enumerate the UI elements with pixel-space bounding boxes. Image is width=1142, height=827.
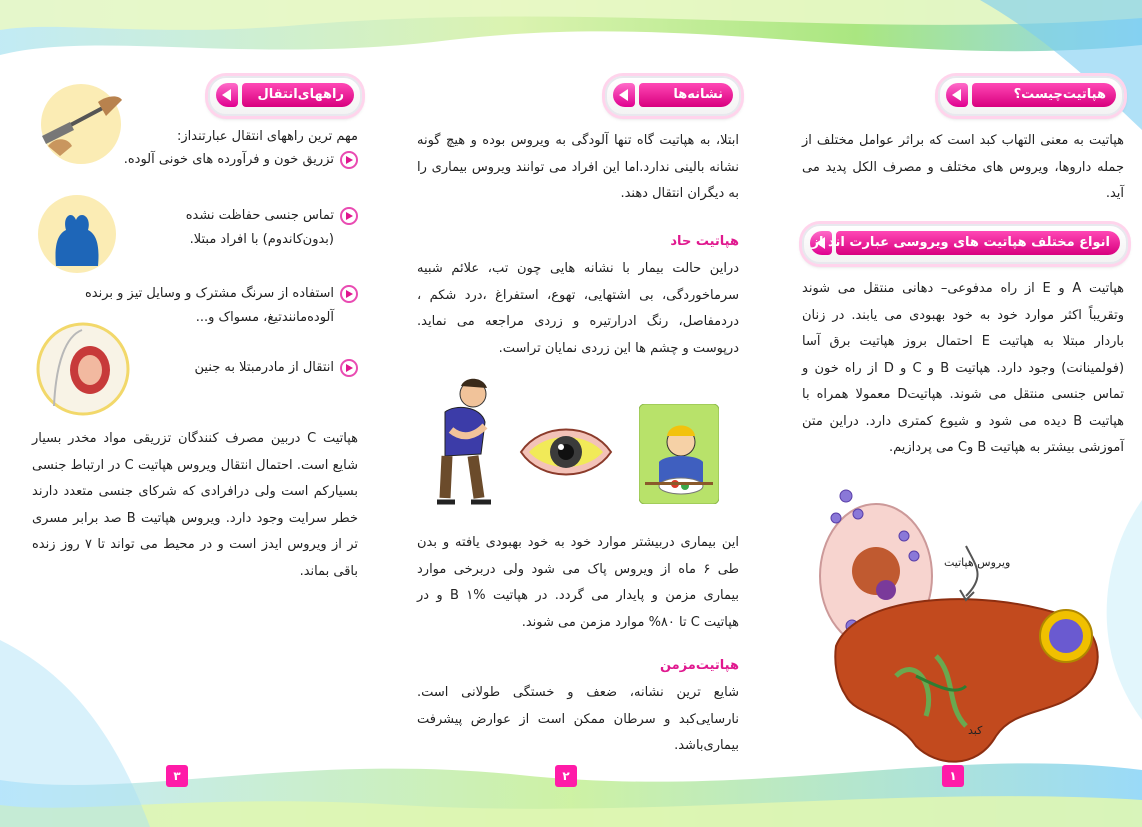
- symptoms-intro: ابتلا، به هپاتیت گاه تنها آلودگی به ویروس بوده و هیچ گونه نشانه بالینی ندارد.اما این افراد می توانند ویروس بیماری را به دیگران انتقال دهند.: [417, 133, 739, 201]
- list-item: استفاده از سرنگ مشترک و وسایل تیز و برنده آلوده‌مانند‌تیغ، مسواک و...: [32, 282, 358, 330]
- sexual-contact-illustration: [36, 194, 118, 274]
- acute-hepatitis-title: هپاتیت حاد: [670, 234, 739, 249]
- chronic-hepatitis-text: شایع ترین نشانه، ضعف و خستگی طولانی است. نارسایی‌کبد و سرطان ممکن است از عوارض پیشرفت بیماری‌باشد.: [417, 685, 739, 753]
- liver-illustration: [816, 486, 1106, 776]
- arrow-icon: [216, 83, 238, 107]
- heading-label: نشانه‌ها: [639, 83, 733, 107]
- chronic-hepatitis-title: هپاتیت‌مزمن: [659, 658, 739, 673]
- abdominal-pain-illustration: [429, 374, 501, 510]
- page-number: ۲: [555, 765, 577, 787]
- list-item: تزریق خون و فرآورده های خونی آلوده.: [80, 148, 358, 172]
- arrow-icon: [946, 83, 968, 107]
- list-item: تماس جنسی حفاظت نشده (بدون‌کاندوم) با افراد مبتلا.: [130, 204, 358, 252]
- panel-symptoms: [405, 0, 775, 827]
- heading-label: راههای‌انتقال: [242, 83, 354, 107]
- bullet-arrow-icon: [340, 359, 358, 377]
- heading-label: هپاتیت‌چیست؟: [972, 83, 1116, 107]
- loss-of-appetite-illustration: [639, 404, 719, 504]
- label-hepatitis-virus: ویروس هپاتیت: [944, 556, 1011, 569]
- heading-transmission-routes: [208, 76, 362, 116]
- panel-what-is-hepatitis: [786, 0, 1142, 827]
- label-liver: کبد: [968, 724, 983, 737]
- page-number: ۱: [942, 765, 964, 787]
- heading-what-is-hepatitis: [938, 76, 1124, 116]
- yellow-eye-illustration: [519, 424, 613, 484]
- heading-symptoms: [605, 76, 741, 116]
- transmission-intro: مهم ترین راههای انتقال عبارتنداز:: [176, 129, 358, 144]
- page-number: ۳: [166, 765, 188, 787]
- panel-transmission: [20, 0, 380, 827]
- acute-hepatitis-text: دراین حالت بیمار با نشانه هایی چون تب، علائم شبیه سرماخوردگی، بی اشتهایی، تهوع، استفراغ ،درد شکم ، دردمفاصل، رنگ ادرارتیره و زردی مراجعه می نماید. درپوست و چشم ها این زردی نمایان تراست.: [417, 261, 739, 356]
- types-paragraph: هپاتیت A و E از راه مدفوعی– دهانی منتقل می شوند وتقریباً اکثر موارد خود به خود بهبودی می یابند. در زنان باردار مبتلا به هپاتیت E احتمال بروز هپاتیت برق آسا (فولمینانت) وجود دارد. هپاتیت B و C و D از راه خون و تماس جنسی منتقل می شوند. هپاتیتD معمولا همراه با هپاتیت B دیده می شود و شیوع کمتری دارد. دراین متن آموزشی بیشتر به هپاتیت B وC می پردازیم.: [802, 281, 1125, 455]
- heading-virus-types: [802, 224, 1128, 264]
- list-item: انتقال از مادرمبتلا به جنین: [138, 356, 358, 380]
- bullet-arrow-icon: [340, 285, 358, 303]
- outcome-text: این بیماری دربیشتر موارد خود به خود بهبودی یافته و بدن طی ۶ ماه از ویروس پاک می شود ولی دربرخی موارد بیماری مزمن و پایدار می گردد. در هپاتیت B ۱% و در هپاتیت C تا ۸۰% موارد مزمن می شوند.: [417, 535, 740, 630]
- bullet-arrow-icon: [340, 151, 358, 169]
- arrow-icon: [613, 83, 635, 107]
- closing-paragraph: هپاتیت C دربین مصرف کنندگان تزریقی مواد مخدر بسیار شایع است. احتمال انتقال ویروس هپاتیت C در ارتباط جنسی بسیارکم است ولی درافرادی که شرکای جنسی متعدد دارند خطر سرایت وجود دارد. ویروس هپاتیت B صد برابر مسری تر از ویروس ایدز است و در محیط می تواند تا ۷ روز زنده باقی بماند.: [32, 431, 358, 579]
- mother-to-fetus-illustration: [36, 322, 130, 416]
- bullet-arrow-icon: [340, 207, 358, 225]
- heading-label: انواع مختلف هپاتیت های ویروسی عبارت اند از: [836, 231, 1120, 255]
- intro-paragraph: هپاتیت به معنی التهاب کبد است که براثر عوامل مختلف از جمله داروها، ویروس های مختلف و مصرف الکل پدید می آید.: [802, 133, 1124, 201]
